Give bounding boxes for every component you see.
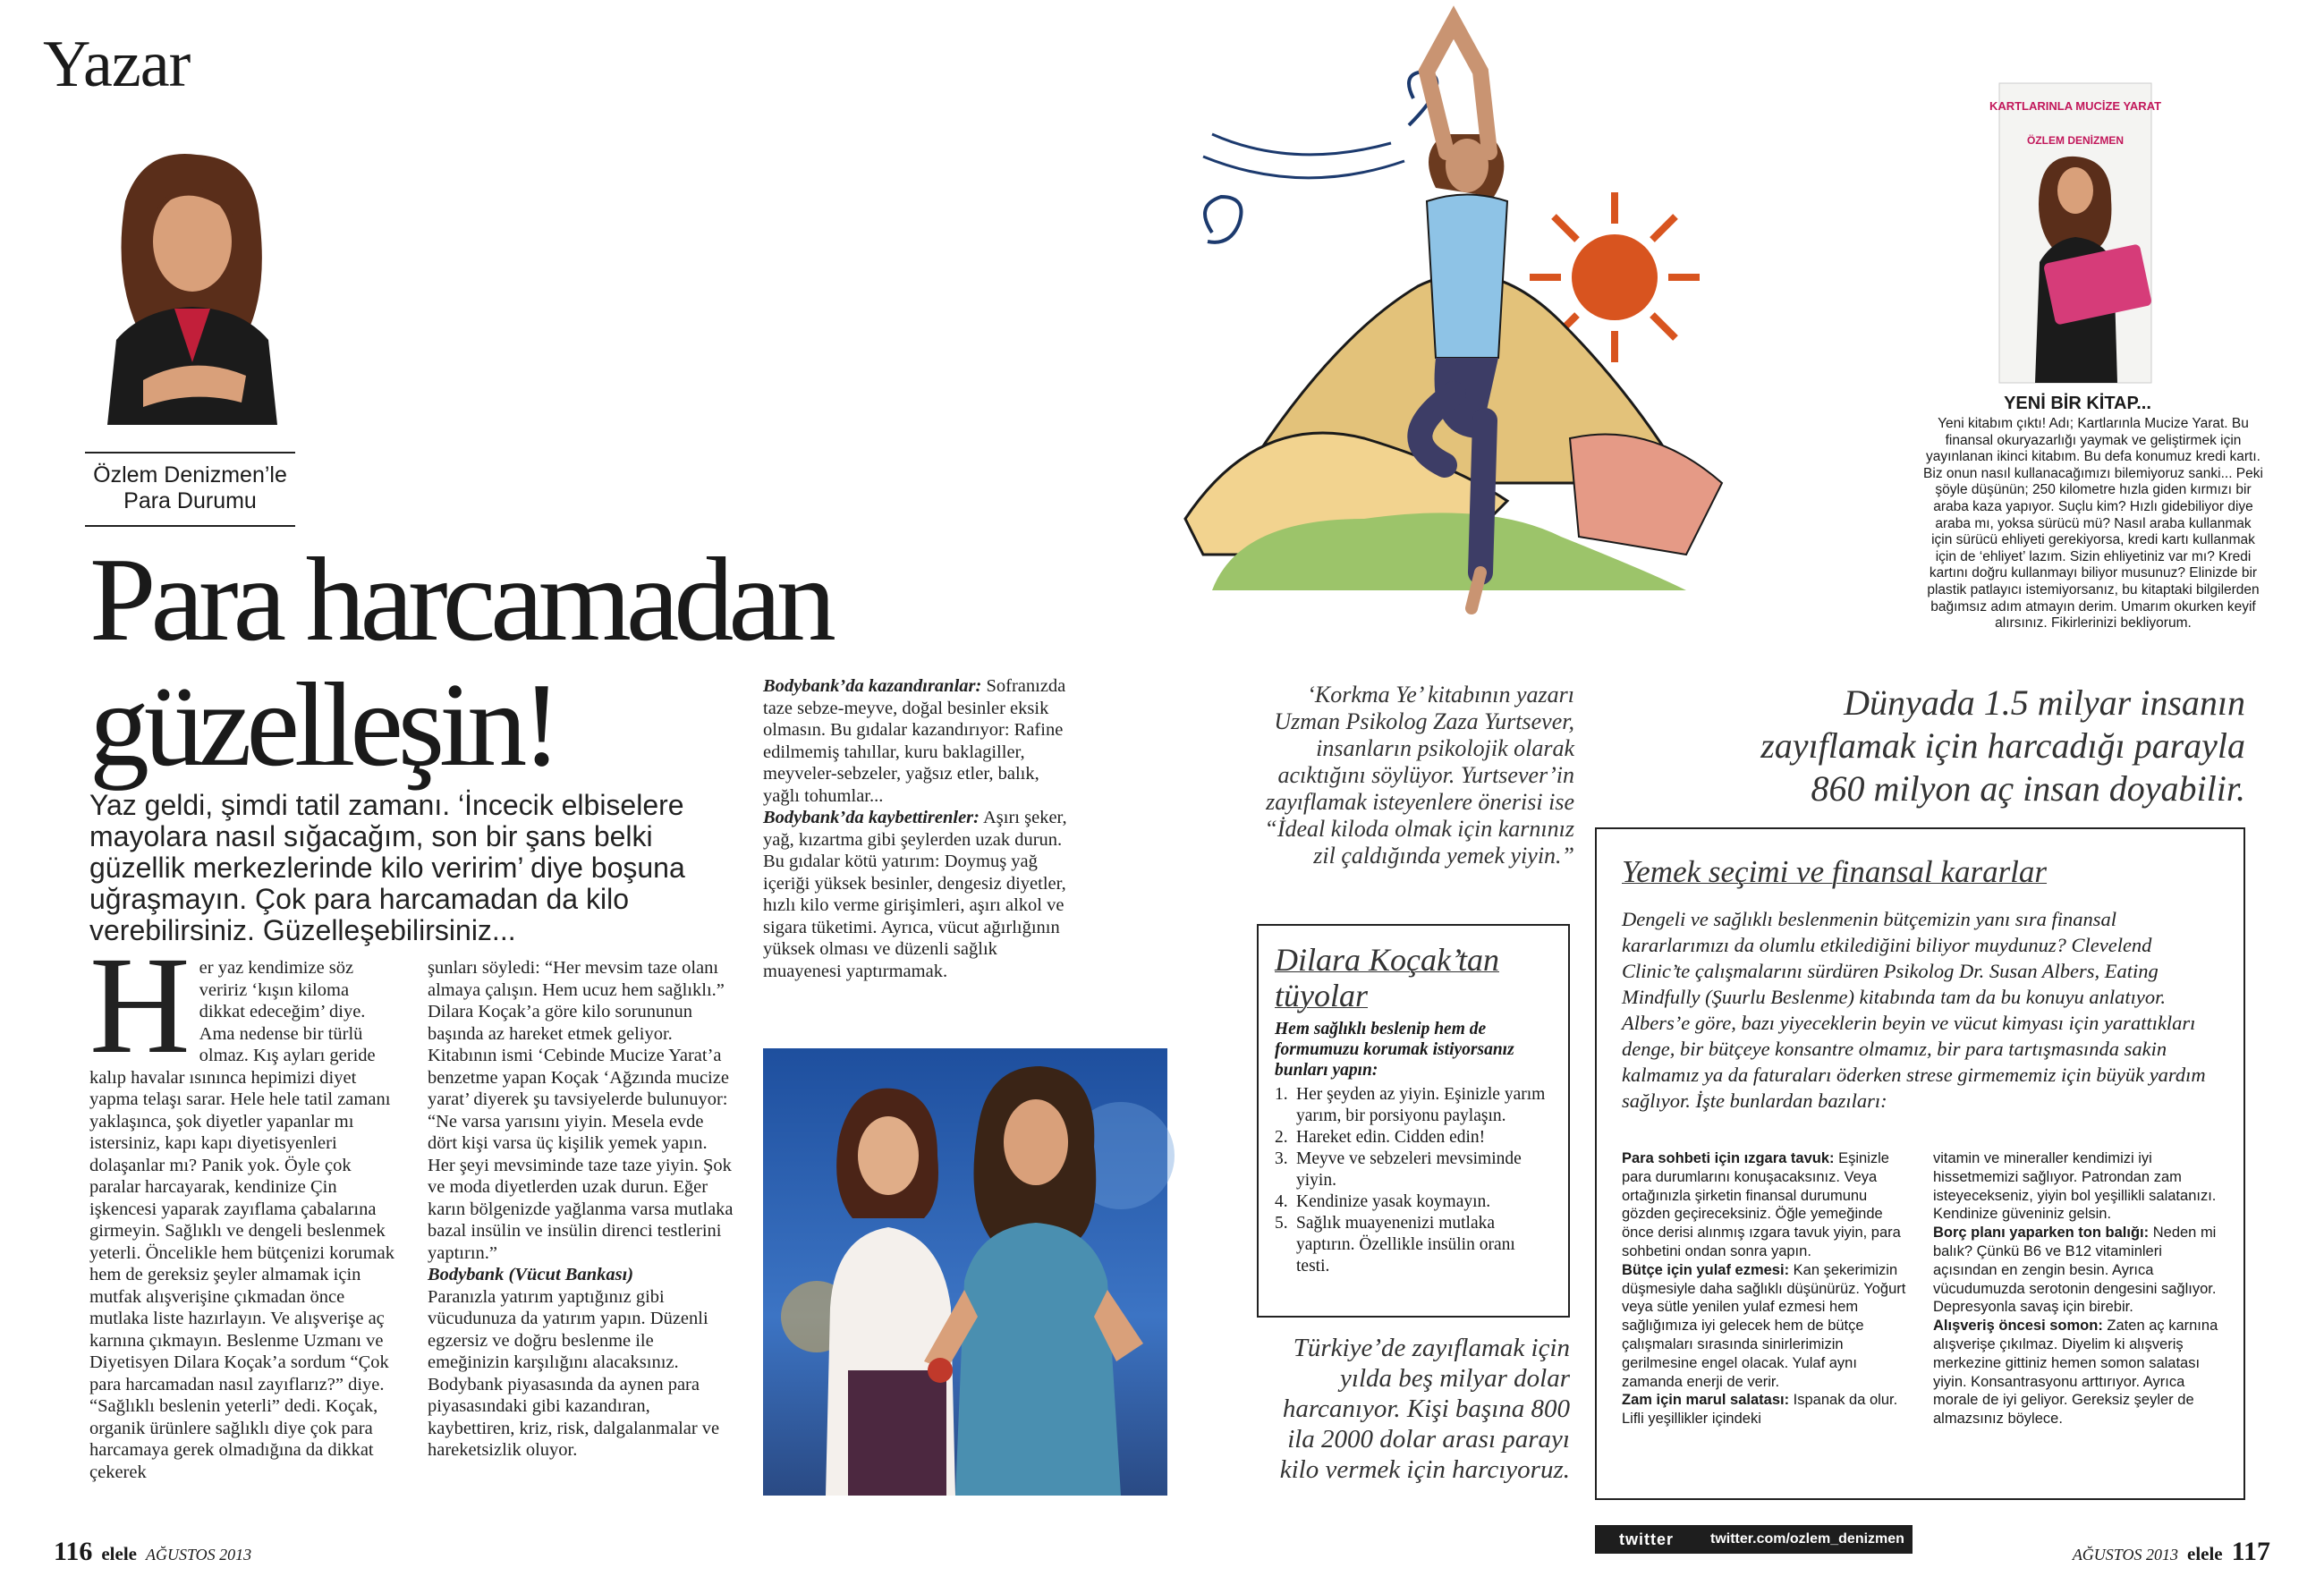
col1-text: er yaz kendimize söz veririz ‘kışın kiloma dikkat edeceğim’ diye. Ama nedense bir türlü olmaz. Kış ayları geride kalıp havalar ısınınca hepimizi diyet yapma telaşı sarar. Hele hele tatil zamanı yaklaşınca, şok diyetler yapanlar mı istersiniz, kapı kapı diyetisyenleri dolaşanlar mı? Panik yok. Öyle çok paralar harcayarak, kendinize Çin işkencesi yaparak zayıflama çabalarına girmeyin. Sağlıklı ve dengeli beslenmek yeterli. Öncelikle hem bütçenizi korumak hem de gereksiz şeyler almamak için mutfak alışverişine çıkmadan önce mutlaka liste hazırlayın. Ve alışverişe aç karnına çıkmayın. Beslenme Uzmanı ve Diyetisyen Dilara Koçak’a sordum “Çok para harcamadan nasıl zayıflarız?” diye. “Sağlıklı beslenin yeterli” dedi. Koçak, organik ürünlere sağlıklı diye çok para harcamaya gerek olmadığına da dikkat çekerek (89, 958, 394, 1482)
author-caption (85, 452, 295, 527)
headline-line2: güzelleşin! (89, 658, 556, 791)
footer-right (2073, 1537, 2270, 1567)
drop-cap: H (89, 928, 191, 1082)
issue-left: AĞUSTOS 2013 (146, 1546, 252, 1564)
item-text: vitamin ve mineraller kendimizi iyi hissetmemizi sağlıyor. Patrondan zam isteyecekseniz, yiyin bol yeşillikli salatanızı. Kendinize güveniniz gelsin. (1933, 1150, 2217, 1223)
list-item (1275, 1127, 1552, 1148)
article-photo (763, 1048, 1167, 1496)
list-item (1933, 1317, 2219, 1428)
col3-p1: Sofranızda taze sebze-meyve, doğal besinler eksik olmasın. Bu gıdalar kazandırıyor: Rafine edilmemiş tahıllar, kuru baklagiller, meyveler-sebzeler, yağsız etler, balık, yağlı tohumlar... (763, 676, 1066, 806)
tips-subtitle: Hem sağlıklı beslenip hem de formumuzu korumak istiyorsanız bunları yapın: (1275, 1020, 1514, 1080)
item-heading: Zam için marul salatası: (1622, 1392, 1790, 1409)
list-item (1622, 1261, 1908, 1392)
finance-title: Yemek seçimi ve finansal kararlar (1622, 854, 2048, 889)
twitter-logo-icon: twitter (1595, 1525, 1698, 1554)
item-heading: Bütçe için yulaf ezmesi: (1622, 1261, 1790, 1278)
twitter-bar[interactable] (1595, 1525, 1913, 1554)
finance-intro: Dengeli ve sağlıklı beslenmenin bütçemizin yanı sıra finansal kararlarımızı da olumlu etkilediğini biliyor muydunuz? Clevelend Clinic’te çalışmalarını sürdüren Psikolog Dr. Susan Albers, Eating Mindfully (Şuurlu Beslenme) kitabında tam da bu konuyu anlatıyor. Albers’e göre, bazı yiyeceklerin beyin ve vücut kimyası için yarattıkları denge, bir bütçeye konsantre olmamız, bir para tartışmasında sakin kalmamız ya da faturaları öderken strese girmememiz için büyük yardım sağlıyor. İşte bunlardan bazıları: (1622, 908, 2206, 1112)
author-caption-line2: Para Durumu (123, 488, 257, 513)
tip-text: Her şeyden az yiyin. Eşinizle yarım yarım, bir porsiyonu paylaşın. (1296, 1085, 1546, 1125)
tip-text: Hareket edin. Cidden edin! (1296, 1128, 1486, 1147)
list-item (1275, 1213, 1552, 1277)
headline-line1: Para harcamadan (89, 533, 831, 665)
item-text: Ispanak da olur. Lifli yeşillikler içindeki (1622, 1392, 1898, 1428)
book-section-title: YENİ BİR KİTAP... (2004, 394, 2151, 413)
twitter-handle-link[interactable]: twitter.com/ozlem_denizmen (1710, 1531, 1904, 1547)
item-heading: Alışveriş öncesi somon: (1933, 1318, 2103, 1335)
pull-quote-statistic: Dünyada 1.5 milyar insanın zayıflamak için harcadığı parayla 860 milyon aç insan doyabilir. (1760, 682, 2245, 809)
tips-box (1257, 924, 1570, 1318)
col2-p3: Paranızla yatırım yaptığınız gibi vücudunuza da yatırım yapın. Düzenli egzersiz ve doğru beslenme ile emeğinizin karşılığını alacaksınız. Bodybank piyasasında da aynen para piyasasındaki gibi kazandıran, kaybettiren, kriz, risk, dalgalanmalar ve hareketsizlik oluyor. (428, 1286, 720, 1460)
book-cover-author: ÖZLEM DENİZMEN (2027, 134, 2124, 147)
item-text: Kan şekerimizin düşmesiyle daha sağlıklı düşünürüz. Yoğurt veya sütle yenilen yulaf ezmesi hem sağlığımıza iyi gelecek hem de bütçe çalışmaları sırasında sinirlerimizin gerilmesine engel olacak. Yulaf aynı zamanda enerji de verir. (1622, 1261, 1906, 1390)
col3-subhead1: Bodybank’da kazandıranlar: (763, 676, 982, 696)
col2-subhead: Bodybank (Vücut Bankası) (428, 1265, 634, 1284)
finance-column-left (1622, 1149, 1908, 1428)
pull-quote-psychologist: ‘Korkma Ye’ kitabının yazarı Uzman Psikolog Zaza Yurtsever, insanların psikolojik olarak acıktığını söylüyor. Yurtsever’in zayıflamak isteyenlere önerisi ise “İdeal kiloda olmak için karnınız zil çaldığında yemek yiyin.” (1264, 682, 1574, 869)
finance-column-right (1933, 1149, 2219, 1428)
col2-p2: Dilara Koçak’a göre kilo sorununun başında az hareket etmek geliyor. Kitabının ismi ‘Cebinde Mucize Yarat’a benzetme yapan Koçak ‘Ağzında mucize yarat’ diyerek şu tavsiyelerde bulunuyor: “Ne varsa yarısını yiyin. Mesela evde dört kişi varsa üç kişilik yemek yapın. Her şeyi mevsiminde taze taze yiyin. Şok ve moda diyetlerden uzak durun. Eğer karın bölgenizde yağlanma varsa mutlaka bazal insülin ve insülin direnci testlerini yaptırın.” (428, 1002, 734, 1263)
col3-subhead2: Bodybank’da kaybettirenler: (763, 808, 980, 827)
tip-number: 2. (1275, 1128, 1288, 1147)
tip-text: Sağlık muayenenizi mutlaka yaptırın. Özellikle insülin oranı testi. (1296, 1214, 1515, 1276)
tip-text: Meyve ve sebzeleri mevsiminde yiyin. (1296, 1149, 1522, 1190)
col2-p1: şunları söyledi: “Her mevsim taze olanı almaya çalışın. Hem ucuz hem sağlıklı.” (428, 958, 725, 1000)
tip-number: 4. (1275, 1192, 1288, 1211)
tip-text: Kendinize yasak koymayın. (1296, 1192, 1491, 1211)
list-item (1622, 1149, 1908, 1261)
item-text: Eşinizle para durumlarını konuşacaksınız. Veya ortağınızla şirketin finansal durumunu gözden geçireceksiniz. Öğle yemeğinde önce derisi alınmış ızgara tavuk yiyin, para sohbetini ondan sonra yapın. (1622, 1150, 1901, 1259)
tips-list (1275, 1084, 1552, 1277)
item-text: Zaten aç karnına alışverişe çıkılmaz. Diyelim ki alışveriş merkezine gittiniz hemen somon salatası yiyin. Konsantrasyonu arttırıyor. Ayrıca morale de iyi geliyor. Gereksiz şeyler de almazsınız böylece. (1933, 1318, 2218, 1428)
article-column-3 (763, 675, 1072, 982)
book-cover-title: KARTLARINLA MUCİZE YARAT (1989, 99, 2162, 113)
list-item (1275, 1084, 1552, 1127)
section-label: Yazar (43, 28, 191, 101)
tip-number: 1. (1275, 1085, 1288, 1104)
finance-columns (1622, 1149, 2222, 1428)
col3-p2: Aşırı şeker, yağ, kızartma gibi şeylerden uzak durun. Bu gıdalar kötü yatırım: Doymuş yağ içeriği yüksek besinler, dengesiz diyetler, hızlı kilo verme girişimleri, aşırı alkol ve sigara tüketimi. Ayrıca, vücut ağırlığının yüksek olması ve düzenli sağlık muayenesi yaptırmamak. (763, 808, 1067, 981)
article-column-2 (428, 957, 736, 1462)
author-photo (89, 148, 293, 425)
book-cover (1989, 83, 2162, 383)
finance-box (1595, 827, 2245, 1500)
item-text: Neden mi balık? Çünkü B6 ve B12 vitaminleri açısından en zengin besin. Ayrıca vücudumuzda serotonin dengesini sağlıyor. Depresyonla savaş için birebir. (1933, 1225, 2217, 1316)
lead-paragraph: Yaz geldi, şimdi tatil zamanı. ‘İncecik elbiselere mayolara nasıl sığacağım, son bir şans belki güzellik merkezlerinde kilo veririm’ diye boşuna uğraşmayın. Çok para harcamadan da kilo verebilirsiniz. Güzelleşebilirsiniz... (89, 789, 685, 946)
list-item (1275, 1148, 1552, 1191)
yoga-illustration (1185, 18, 1740, 626)
author-caption-line1: Özlem Denizmen’le (93, 462, 287, 487)
item-heading: Para sohbeti için ızgara tavuk: (1622, 1150, 1835, 1166)
book-description: Yeni kitabım çıktı! Adı; Kartlarınla Mucize Yarat. Bu finansal okuryazarlığı yaymak ve geliştirmek için yayınlanan ikinci kitabım. Bu defa konumuz kredi kartı. Biz onun nasıl kullanacağımızı bilemiyoruz sanki... Peki şöyle düşünün; 250 kilometre hızla giden kırmızı bir araba kaza yapıyor. Suçlu kim? Hızlı gidebiliyor diye araba mı, yoksa sürücü mü? Nasıl araba kullanmak için sürücü ehliyeti gerekiyorsa, kredi kartı kullanmak için de ‘ehliyet’ lazım. Sizin ehliyetiniz var mı? Kredi kartını doğru kullanmayı biliyor musunuz? Elinizde bir plastik patlayıcı istemiyorsanız, bu kitaptaki bilgilerden bağımsız adım atmayın derim. Umarım okurken keyif alırsınız. Fikirlerinizi bekliyorum. (1923, 416, 2263, 631)
pull-quote-turkey: Türkiye’de zayıflamak için yılda beş milyar dolar harcanıyor. Kişi başına 800 ila 2000 dolar arası parayı kilo vermek için harcıyoruz. (1279, 1334, 1570, 1484)
list-item (1933, 1149, 2219, 1224)
page-number-left: 116 (54, 1537, 93, 1566)
list-item (1933, 1224, 2219, 1317)
issue-right: AĞUSTOS 2013 (2072, 1546, 2178, 1564)
brand-right: elele (2187, 1543, 2223, 1564)
list-item (1622, 1391, 1908, 1428)
list-item (1275, 1191, 1552, 1213)
brand-left: elele (101, 1543, 137, 1564)
item-heading: Borç planı yaparken ton balığı: (1933, 1225, 2150, 1242)
article-column-1 (89, 928, 398, 1483)
tip-number: 5. (1275, 1214, 1288, 1233)
tip-number: 3. (1275, 1149, 1288, 1168)
tips-title: Dilara Koçak’tan tüyolar (1275, 942, 1499, 1013)
page-number-right: 117 (2231, 1537, 2270, 1566)
footer-left (54, 1537, 251, 1567)
